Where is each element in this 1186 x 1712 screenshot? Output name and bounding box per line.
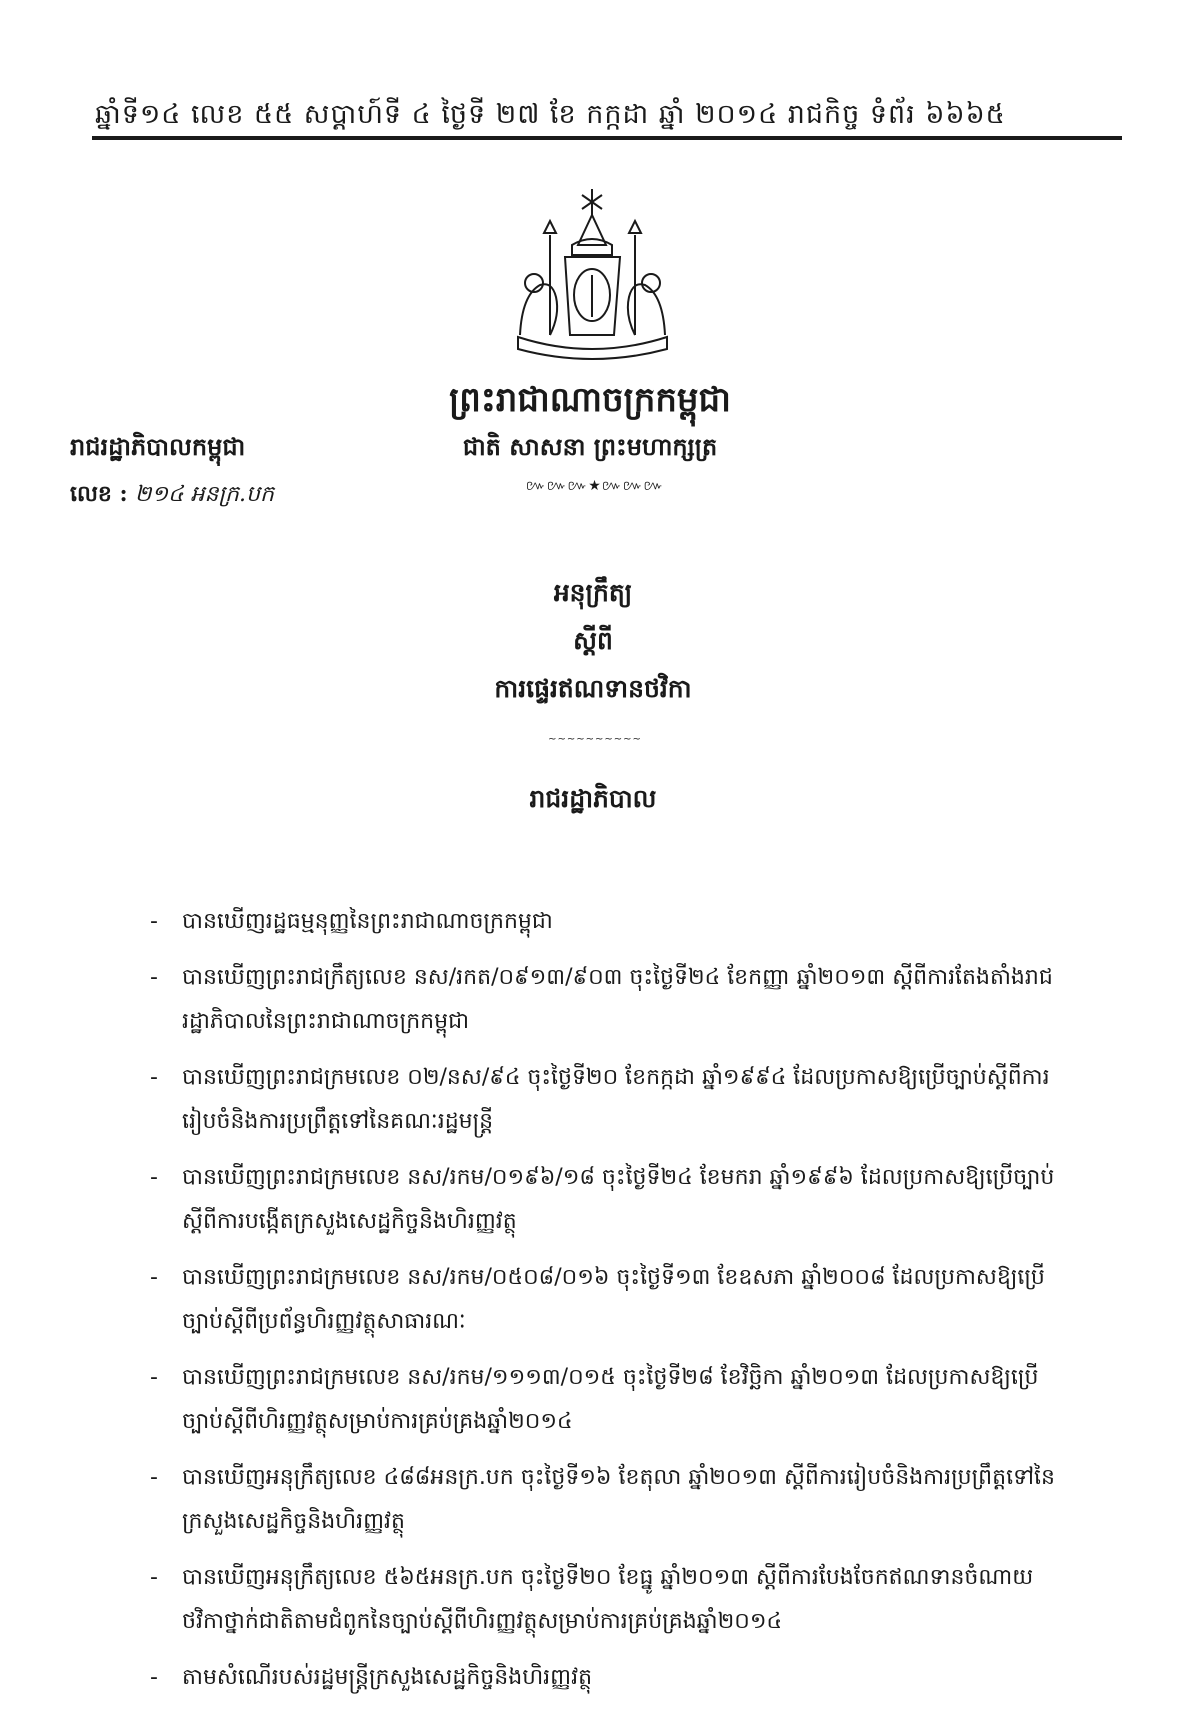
gazette-header: ឆ្នាំទី១៤ លេខ ៥៥ សប្តាហ៍ទី ៤ ថ្ងៃទី ២៧ ខែ កក្កដា ឆ្នាំ ២០១៤ រាជកិច្ច ទំព័រ ៦៦៦៥: [95, 99, 1006, 130]
issuing-authority: រាជរដ្ឋាភិបាលកម្ពុជា: [70, 432, 246, 461]
clause-bullet: -: [150, 1165, 158, 1190]
clause-text: បានឃើញអនុក្រឹត្យលេខ ៤៨៨អនក្រ.បក ចុះថ្ងៃទី១៦ ខែតុលា ឆ្នាំ២០១៣ ស្តីពីការរៀបចំនិងការប្រព្រឹត្តទៅនៃក្រសួងសេដ្ឋកិច្ចនិងហិរញ្ញវត្ថុ: [182, 1465, 1055, 1534]
motto-ornament: ៚៚៚★៚៚៚: [525, 478, 665, 494]
header-rule: [92, 136, 1122, 140]
clause-text: តាមសំណើរបស់រដ្ឋមន្ត្រីក្រសួងសេដ្ឋកិច្ចនិងហិរញ្ញវត្ថុ: [182, 1665, 593, 1690]
list-item: [150, 1156, 1075, 1244]
list-item: [150, 900, 1075, 944]
clause-text: បានឃើញព្រះរាជក្រមលេខ នស/រកម/១១១៣/០១៥ ចុះថ្ងៃទី២៨ ខែវិច្ឆិកា ឆ្នាំ២០១៣ ដែលប្រកាសឱ្យប្រើច្បាប់ស្តីពីហិរញ្ញវត្ថុសម្រាប់ការគ្រប់គ្រងឆ្នាំ២០១៤: [182, 1365, 1039, 1434]
list-item: [150, 1656, 1075, 1700]
clause-bullet: -: [150, 1365, 158, 1390]
reference-number: [70, 480, 400, 512]
reference-value: ២១៤ អនក្រ.បក: [134, 482, 274, 507]
clause-text: បានឃើញព្រះរាជក្រមលេខ នស/រកម/០១៩៦/១៨ ចុះថ្ងៃទី២៤ ខែមករា ឆ្នាំ១៩៩៦ ដែលប្រកាសឱ្យប្រើច្បាប់ស្តីពីការបង្កើតក្រសួងសេដ្ឋកិច្ចនិងហិរញ្ញវត្ថុ: [182, 1165, 1055, 1234]
clause-text: បានឃើញអនុក្រឹត្យលេខ ៥៦៥អនក្រ.បក ចុះថ្ងៃទី២០ ខែធ្នូ ឆ្នាំ២០១៣ ស្តីពីការបែងចែកឥណទានចំណាយថវិកាថ្នាក់ជាតិតាមជំពូកនៃច្បាប់ស្តីពីហិរញ្ញវត្ថុសម្រាប់ការគ្រប់គ្រងឆ្នាំ២០១៤: [182, 1565, 1034, 1634]
preamble-clauses: [150, 900, 1075, 1712]
divider-ornament: ~~~~~~~~~~: [548, 734, 642, 745]
clause-bullet: -: [150, 909, 158, 934]
royal-coat-of-arms-icon: [510, 185, 675, 365]
clause-text: បានឃើញព្រះរាជក្រមលេខ នស/រកម/០៥០៨/០១៦ ចុះថ្ងៃទី១៣ ខែឧសភា ឆ្នាំ២០០៨ ដែលប្រកាសឱ្យប្រើច្បាប់ស្តីពីប្រព័ន្ធហិរញ្ញវត្ថុសាធារណៈ: [182, 1265, 1045, 1334]
national-motto: ជាតិ សាសនា ព្រះមហាក្សត្រ: [462, 432, 718, 461]
clause-bullet: -: [150, 1465, 158, 1490]
clause-bullet: -: [150, 1265, 158, 1290]
kingdom-title: ព្រះរាជាណាចក្រកម្ពុជា: [449, 380, 731, 420]
document-type: អនុក្រឹត្យ: [553, 578, 633, 607]
clause-text: បានឃើញព្រះរាជក្រឹត្យលេខ នស/រកត/០៩១៣/៩០៣ ចុះថ្ងៃទី២៤ ខែកញ្ញា ឆ្នាំ២០១៣ ស្តីពីការតែងតាំងរាជរដ្ឋាភិបាលនៃព្រះរាជាណាចក្រកម្ពុជា: [182, 965, 1053, 1034]
list-item: [150, 1256, 1075, 1344]
clause-bullet: -: [150, 965, 158, 990]
clause-text: បានឃើញព្រះរាជក្រមលេខ ០២/នស/៩៤ ចុះថ្ងៃទី២០ ខែកក្កដា ឆ្នាំ១៩៩៤ ដែលប្រកាសឱ្យប្រើច្បាប់ស្តីពីការរៀបចំនិងការប្រព្រឹត្តទៅនៃគណៈរដ្ឋមន្ត្រី: [182, 1065, 1050, 1134]
document-subject: ការផ្ទេរឥណទានថវិកា: [494, 674, 692, 703]
clause-text: បានឃើញរដ្ឋធម្មនុញ្ញនៃព្រះរាជាណាចក្រកម្ពុជា: [182, 909, 553, 934]
list-item: [150, 956, 1075, 1044]
about-label: ស្តីពី: [573, 626, 613, 655]
reference-label: លេខ :: [70, 481, 128, 507]
list-item: [150, 1056, 1075, 1144]
clause-bullet: -: [150, 1565, 158, 1590]
list-item: [150, 1556, 1075, 1644]
authority-heading: រាជរដ្ឋាភិបាល: [529, 784, 657, 813]
clause-bullet: -: [150, 1065, 158, 1090]
clause-bullet: -: [150, 1665, 158, 1690]
list-item: [150, 1356, 1075, 1444]
list-item: [150, 1456, 1075, 1544]
